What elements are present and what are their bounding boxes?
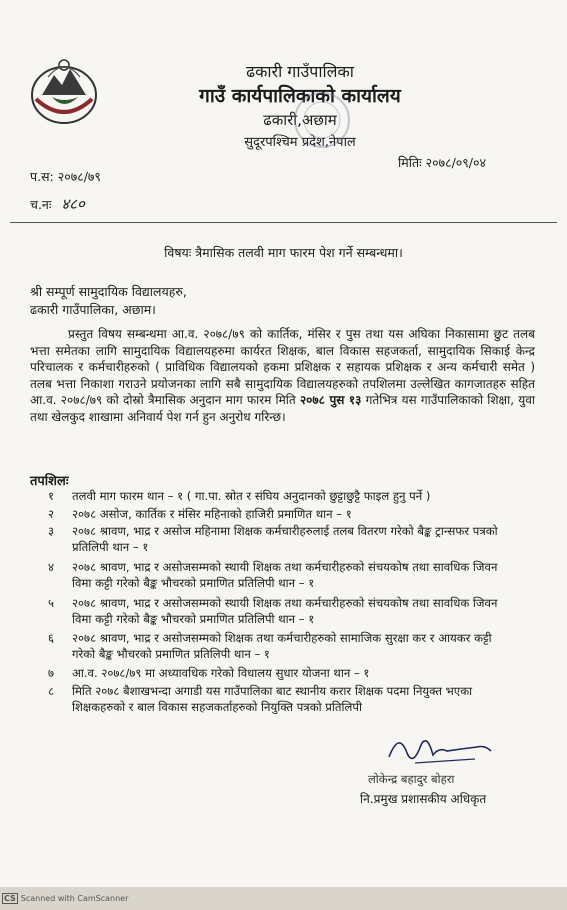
item-number: ५ bbox=[48, 596, 55, 610]
deadline-date: २०७८ पुस १३ bbox=[299, 393, 362, 408]
annex-item bbox=[48, 523, 518, 556]
dispatch-number bbox=[30, 194, 85, 214]
letter-subject: विषयः त्रैमासिक तलवी माग फारम पेश गर्ने सम्बन्धमा। bbox=[164, 245, 403, 260]
letter-date: मितिः २०७८/०९/०४ bbox=[398, 155, 486, 170]
office-location: ढकारी,अछाम bbox=[263, 111, 337, 129]
letter-number: प.स: २०७८/७९ bbox=[30, 169, 101, 184]
body-text-1: प्रस्तुत विषय सम्बन्धमा आ.व. २०७८/७९ को कार्तिक, मंसिर र पुस तथा यस अघिका निकासामा छुट तलब भत्ता समेतका लागि सामुदायिक विद्यालयहरुमा कार्यरत शिक्षक, बाल विकास सहजकर्ता, सामुदायिक सिकाई केन्द्र परिचालक र कर्मचारीहरुको ( प्राविधिक विद्यालयको हकमा प्रशिक्षक र सहायक प्रशिक्षक र अन्य कर्मचारी समेत ) तलब भत्ता निकाशा गराउने प्रयोजनका लागि सबै सामुदायिक विद्यालयहरुको तपशिलमा उल्लेखित कागजातहरु सहित आ.व. २०७८/७९ को दोस्रो त्रैमासिक अनुदान माग फारम मिति bbox=[30, 327, 535, 408]
body-text-2: गतेभित्र यस गाउँपालिकाको शिक्षा, युवा तथा खेलकुद शाखामा अनिवार्य पेश गर्न हुन अनुरोध गरिन्छ। bbox=[30, 393, 535, 424]
item-text: आ.व. २०७८/७९ मा अध्यावधिक गरेको विधालय सुधार योजना थान – १ bbox=[72, 666, 370, 680]
province-country: सुदूरपश्चिम प्रदेश,नेपाल bbox=[244, 135, 356, 150]
camscanner-logo-icon: CS bbox=[4, 894, 16, 903]
annex-title: तपशिलः bbox=[30, 474, 69, 489]
item-text: २०७८ श्रावण, भाद्र र असोजसम्मको शिक्षक तथा कर्मचारीहरुको सामाजिक सुरक्षा कर र आयकर कट्टी गरेको बैङ्क भौचरको प्रमाणित प्रतिलिपी थान – १ bbox=[72, 631, 492, 662]
annex-item bbox=[48, 630, 518, 663]
addressee-line-1: श्री सम्पूर्ण सामुदायिक विद्यालयहरु, bbox=[30, 284, 187, 299]
nepal-emblem-icon bbox=[28, 55, 100, 127]
item-text: २०७८ श्रावण, भाद्र र असोजसम्मको स्थायी शिक्षक तथा कर्मचारीहरुको संचयकोष तथा सावधिक जिवन विमा कट्टी गरेको बैङ्क भौचरको प्रमाणित प्रतिलिपी थान – १ bbox=[72, 560, 498, 591]
item-number: २ bbox=[48, 507, 55, 521]
item-number: ३ bbox=[48, 524, 55, 538]
item-number: १ bbox=[48, 489, 55, 503]
annex-item bbox=[48, 488, 518, 504]
scanner-watermark-text: Scanned with CamScanner bbox=[20, 894, 129, 903]
annex-item bbox=[48, 506, 518, 522]
handwritten-signature-icon bbox=[385, 727, 495, 769]
item-text: मिति २०७८ बैशाखभन्दा अगाडी यस गाउँपालिका बाट स्थानीय करार शिक्षक पदमा नियुक्त भएका शिक्षकहरुको र बाल विकास सहजकर्ताहरुको नियुक्ति पत्रको प्रतिलिपी bbox=[72, 684, 473, 715]
annex-item bbox=[48, 595, 518, 628]
dispatch-number-label: च.नः bbox=[30, 197, 52, 212]
dispatch-number-value: ४८० bbox=[61, 195, 85, 213]
header-divider bbox=[10, 222, 557, 223]
signatory-name: लोकेन्द्र बहादुर बोहरा bbox=[368, 772, 455, 786]
body-paragraph bbox=[30, 326, 535, 426]
item-text: तलवी माग फारम थान – १ ( गा.पा. स्रोत र संघिय अनुदानको छुट्टाछुट्टै फाइल हुनु पर्ने ) bbox=[72, 489, 431, 503]
item-number: ८ bbox=[48, 684, 55, 698]
annex-item bbox=[48, 665, 518, 681]
item-text: २०७८ श्रावण, भाद्र र असोज महिनामा शिक्षक कर्मचारीहरुलाई तलब वितरण गरेको बैङ्क ट्रान्सफर पत्रको प्रतिलिपी थान – १ bbox=[72, 524, 498, 555]
item-text: २०७८ श्रावण, भाद्र र असोजसम्मको स्थायी शिक्षक तथा कर्मचारीहरुको संचयकोष तथा सावधिक जिवन विमा कट्टी गरेको बैङ्क भौचरको प्रमाणित प्रतिलिपी थान – १ bbox=[72, 596, 498, 627]
item-number: ४ bbox=[48, 560, 55, 574]
municipality-name: ढकारी गाउँपालिका bbox=[246, 62, 354, 81]
office-name: गाउँ कार्यपालिकाको कार्यालय bbox=[199, 85, 401, 107]
item-number: ७ bbox=[48, 666, 55, 680]
annex-item bbox=[48, 683, 518, 716]
item-number: ६ bbox=[48, 631, 55, 645]
signatory-title: नि.प्रमुख प्रशासकीय अधिकृत bbox=[360, 792, 487, 806]
office-stamp-icon bbox=[292, 90, 352, 150]
item-text: २०७८ असोज, कार्तिक र मंसिर महिनाको हाजिरी प्रमाणित थान – १ bbox=[72, 507, 352, 521]
annex-item bbox=[48, 559, 518, 592]
scanner-watermark bbox=[2, 893, 128, 904]
addressee-line-2: ढकारी गाउँपालिका, अछाम। bbox=[30, 302, 156, 317]
